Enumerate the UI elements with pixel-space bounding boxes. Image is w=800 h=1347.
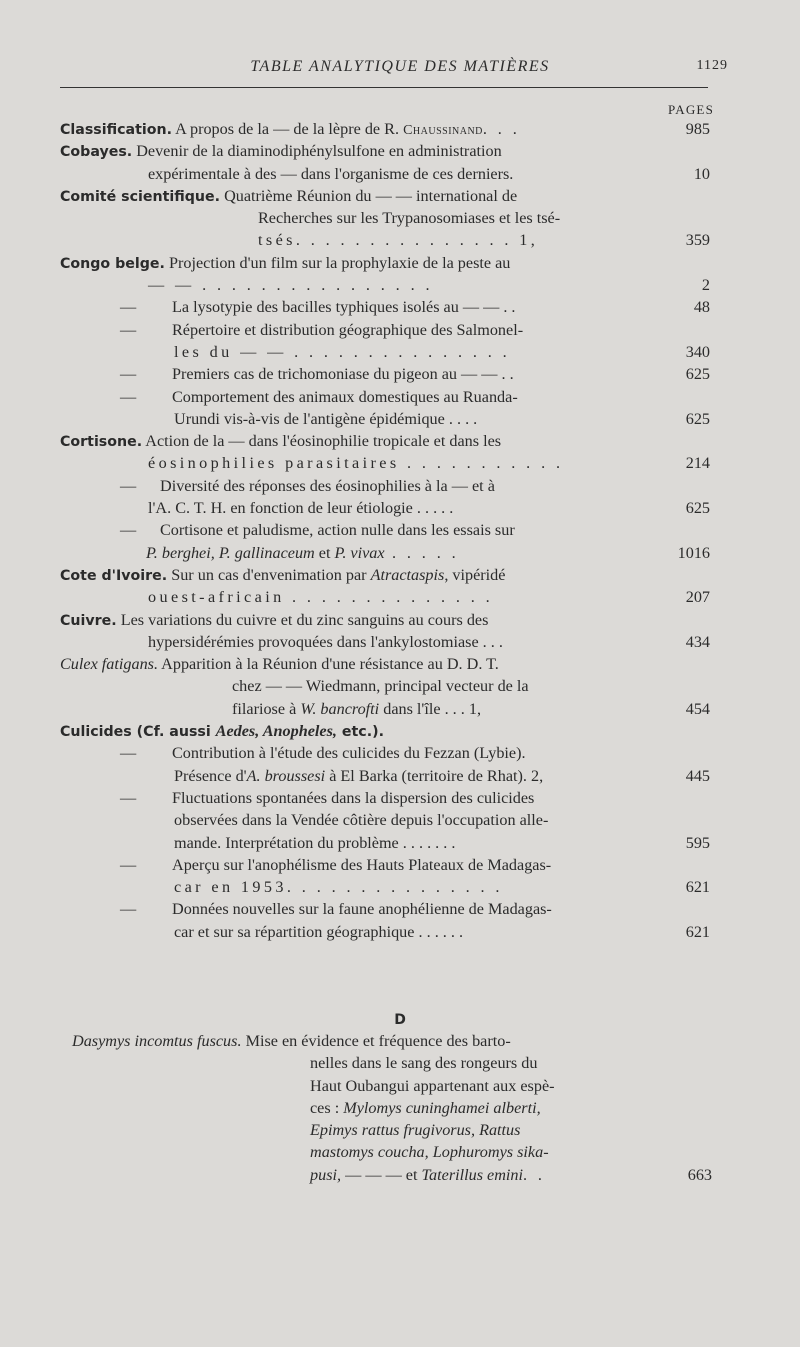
index-term: Culex fatigans. (60, 655, 159, 674)
page-ref: 625 (685, 409, 710, 428)
page-ref: 1016 (677, 543, 710, 562)
entry-congo-belge: Congo belge. Projection d'un film sur la prophylaxie de la peste au — — . . . . . . . . . . . . . . . . 2 — La lysotypie des bacilles typhiques isolés au — — . . 48 — Répertoire et distribution géographique des Salmonel- les du — — . . . . . . . . . . . . . . . 340 — Premiers cas de trichomoniase du pigeon au — — . . 625 — Comportement des animaux domestiques au Ruanda- Urundi vis-à-vis de l'antigène épidémique . . . . 625 (60, 252, 710, 430)
running-header-title: TABLE ANALYTIQUE DES MATIÈRES (250, 58, 550, 75)
entry-cobayes: Cobayes. Devenir de la diaminodiphénylsulfone en administration expérimentale à des — dans l'organisme de ces derniers. 10 (60, 140, 710, 185)
entry-culex-fatigans: Culex fatigans. Apparition à la Réunion d'une résistance au D. D. T. chez — — Wiedmann, principal vecteur de la filariose à W. bancrofti dans l'île . . . 1, 454 (60, 653, 710, 720)
entry-dasymys: Dasymys incomtus fuscus. Mise en évidence et fréquence des barto- nelles dans le sang des rongeurs du Haut Oubangui appartenant aux espè- ces : Mylomys cuninghamei alberti, Epimys rattus frugivorus, Rattus mastomys coucha, Lophuromys sika- pusi, — — — et Taterillus emini. . 663 (72, 1030, 712, 1186)
section-letter-d: D (394, 1012, 406, 1028)
entry-comite-scientifique: Comité scientifique. Quatrième Réunion du — — international de Recherches sur les Trypanosomiases et les tsé- tsés. . . . . . . . . . . . . . . 1, 359 (60, 185, 710, 252)
index-term: Culicides (60, 724, 132, 741)
page-ref: 2 (701, 276, 710, 295)
page-ref: 340 (685, 342, 710, 361)
page-ref: 454 (685, 699, 710, 718)
index-term: Cote d'Ivoire. (60, 567, 168, 584)
index-term: Classification. (60, 122, 172, 138)
index-term: Cobayes. (60, 144, 133, 161)
index-term: Cuivre. (60, 612, 117, 629)
page-ref: 434 (685, 632, 710, 651)
page-ref: 663 (687, 1165, 712, 1184)
page-ref: 621 (685, 878, 710, 897)
page-ref: 207 (685, 588, 710, 607)
page-ref: 621 (685, 922, 710, 941)
index-term: Dasymys incomtus fuscus. (72, 1032, 242, 1050)
entry-cortisone: Cortisone. Action de la — dans l'éosinophilie tropicale et dans les éosinophilies parasitaires . . . . . . . . . . . 214 — Diversité des réponses des éosinophilies à la — et à l'A. C. T. H. en fonction de leur étiologie . . . . . 625 — Cortisone et paludisme, action nulle dans les essais sur P. berghei, P. gallinaceum et P. vivax . . . . . 1016 (60, 430, 710, 564)
page-ref: 595 (685, 833, 710, 852)
page-ref: 214 (685, 454, 710, 473)
page-ref: 10 (693, 164, 710, 183)
entry-classification: Classification. A propos de la — de la lèpre de R. Chaussinand. . . 985 (60, 118, 710, 140)
page-ref: 625 (685, 499, 710, 518)
index-term: Cortisone. (60, 434, 143, 451)
page-ref: 359 (685, 231, 710, 250)
page-ref: 445 (685, 766, 710, 785)
index-term: Congo belge. (60, 255, 165, 272)
page-ref: 48 (693, 298, 710, 317)
author-name: Chaussinand (403, 123, 483, 138)
index-content (60, 118, 710, 943)
page-ref: 985 (685, 120, 710, 138)
header-rule (60, 87, 708, 88)
index-term: Comité scientifique. (60, 188, 221, 205)
pages-column-label: PAGES (668, 102, 714, 117)
entry-cote-divoire: Cote d'Ivoire. Sur un cas d'envenimation par Atractaspis, vipéridé ouest-africain . . . . . . . . . . . . . . 207 (60, 564, 710, 609)
page-number: 1129 (696, 58, 728, 73)
entry-cuivre: Cuivre. Les variations du cuivre et du zinc sanguins au cours des hypersidérémies provoquées dans l'ankylostomiase . . . 434 (60, 609, 710, 654)
page-ref: 625 (685, 365, 710, 384)
entry-culicides: Culicides (Cf. aussi Aedes, Anopheles, etc.). — Contribution à l'étude des culicides du Fezzan (Lybie). Présence d'A. broussesi à El Barka (territoire de Rhat). 2, 445 — Fluctuations spontanées dans la dispersion des culicides observées dans la Vendée côtière depuis l'occupation alle- mande. Interprétation du problème . . . . . . . 595 — Aperçu sur l'anophélisme des Hauts Plateaux de Madagas- car en 1953. . . . . . . . . . . . . . . 621 — Données nouvelles sur la faune anophélienne de Madagas- car et sur sa répartition géographique . . . . . . 621 (60, 720, 710, 943)
